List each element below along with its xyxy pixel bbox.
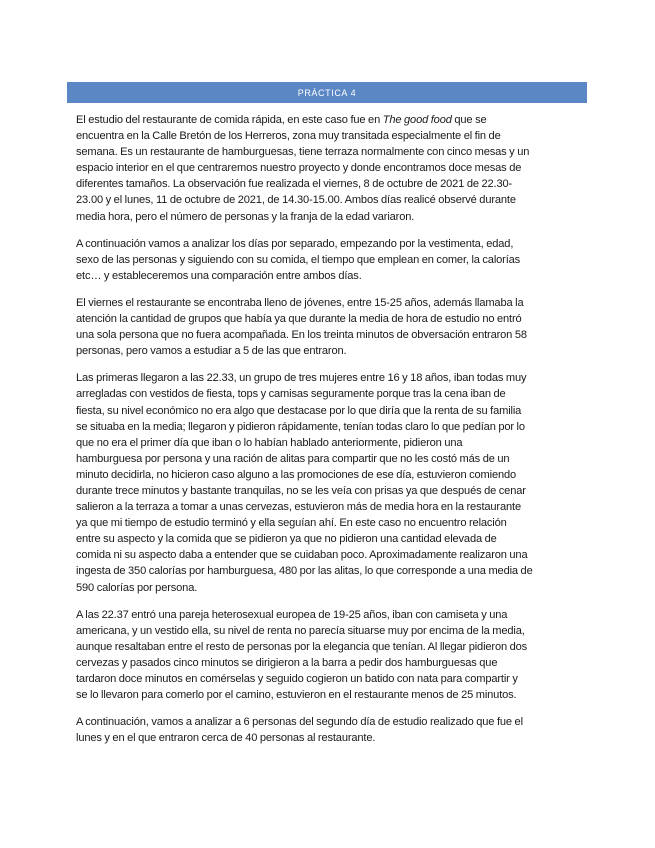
- text-line: ingesta de 350 calorías por hamburguesa, 480 por las alitas, lo que corresponde a una media de: [76, 565, 533, 578]
- text-line: entre su aspecto y la comida que se pidieron ya que no pidieron una cantidad elevada de: [76, 533, 497, 546]
- paragraph-friday: [76, 295, 584, 359]
- text-line: que no era el primer día que iban o lo habían hablado anteriormente, pidieron una: [76, 436, 463, 449]
- text-line: 23.00 y el lunes, 11 de octubre de 2021, de 14.30-15.00. Ambos días realicé observé durante: [76, 194, 516, 207]
- text-line: cervezas y pasados cinco minutos se dirigieron a la barra a pedir dos hamburguesas que: [76, 656, 498, 669]
- text-line: A continuación vamos a analizar los días por separado, empezando por la vestimenta, edad,: [76, 237, 514, 250]
- text-line: salieron a la terraza a tomar a unas cervezas, estuvieron más de media hora en la restaurante: [76, 501, 521, 514]
- text-line: fiesta, su nivel económico no era algo que destacase por lo que diría que la renta de su familia: [76, 404, 522, 417]
- text-line: 590 calorías por persona.: [76, 581, 198, 594]
- paragraph-monday: [76, 714, 584, 746]
- text-line: El viernes el restaurante se encontraba lleno de jóvenes, entre 15-25 años, además llamaba la: [76, 296, 524, 309]
- text-line: hamburguesa por persona y una ración de alitas para compartir que no les costó más de un: [76, 452, 510, 465]
- text-line: semana. Es un restaurante de hamburguesas, tiene terraza normalmente con cinco mesas y un: [76, 146, 530, 159]
- paragraph-method: [76, 236, 584, 284]
- text-line: aunque resaltaban entre el resto de personas por la elegancia que tenían. Al llegar pidieron dos: [76, 640, 528, 653]
- text-line: americana, y un vestido ella, su nivel de renta no parecía situarse muy por encima de la media,: [76, 624, 525, 637]
- paragraph-intro: [76, 112, 584, 225]
- text-line: se situaba en la media; llegaron y pidieron rápidamente, tenían todas claro lo que pedían por lo: [76, 420, 525, 433]
- text-line: personas, pero vamos a estudiar a 5 de las que entraron.: [76, 345, 347, 358]
- paragraph-couple: [76, 607, 584, 704]
- text-line: media hora, pero el número de personas y la franja de la edad variaron.: [76, 210, 415, 223]
- text-line: durante trece minutos y bastante tranquilas, no se les veía con prisas ya que después de cenar: [76, 484, 526, 497]
- restaurant-name: The good food: [382, 114, 452, 126]
- text-line: diferentes tamaños. La observación fue realizada el viernes, 8 de octubre de 2021 de 22.30-: [76, 178, 513, 191]
- text-line: una sola persona que no fuera acompañada. En los treinta minutos de obversación entraron 58: [76, 329, 527, 342]
- section-header-bar: [67, 82, 587, 103]
- paragraph-first-group: [76, 370, 584, 595]
- text-line: ya que mi tiempo de estudio terminó y ella seguían ahí. En este caso no encuentro relación: [76, 517, 507, 530]
- text-line: atención la cantidad de grupos que había ya que durante la media de hora de estudio no entró: [76, 313, 522, 326]
- document-body: [76, 112, 584, 757]
- text-line: A las 22.37 entró una pareja heterosexual europea de 19-25 años, iban con camiseta y una: [76, 608, 508, 621]
- text-line: A continuación, vamos a analizar a 6 personas del segundo día de estudio realizado que fue el: [76, 716, 523, 729]
- text-line: encuentra en la Calle Bretón de los Herreros, zona muy transitada especialmente el fin de: [76, 130, 501, 143]
- section-title: PRÁCTICA 4: [297, 87, 357, 98]
- text-line: sexo de las personas y siguiendo con su comida, el tiempo que emplean en comer, la calorías: [76, 253, 521, 266]
- text-line: Las primeras llegaron a las 22.33, un grupo de tres mujeres entre 16 y 18 años, iban todas muy: [76, 372, 527, 385]
- text-line: etc… y estableceremos una comparación entre ambos días.: [76, 269, 362, 282]
- text-line: minuto decidirla, no hicieron caso alguno a las promociones de ese día, estuvieron comiendo: [76, 468, 517, 481]
- text-line: se lo llevaron para comerlo por el camino, estuvieron en el restaurante menos de 25 minutos.: [76, 689, 517, 702]
- text-line: arregladas con vestidos de fiesta, tops y camisas seguramente porque tras la cena iban de: [76, 388, 506, 401]
- text-line: tardaron doce minutos en comérselas y seguido cogieron un batido con nata para compartir y: [76, 673, 518, 685]
- text-line: El estudio del restaurante de comida rápida, en este caso fue en The good food que se: [76, 114, 487, 126]
- text-line: lunes y en el que entraron cerca de 40 personas al restaurante.: [76, 732, 376, 745]
- text-line: espacio interior en el que centraremos nuestro proyecto y donde encontramos doce mesas de: [76, 162, 522, 175]
- text-line: comida ni su aspecto daba a entender que se cuidaban poco. Aproximadamente realizaron una: [76, 549, 528, 562]
